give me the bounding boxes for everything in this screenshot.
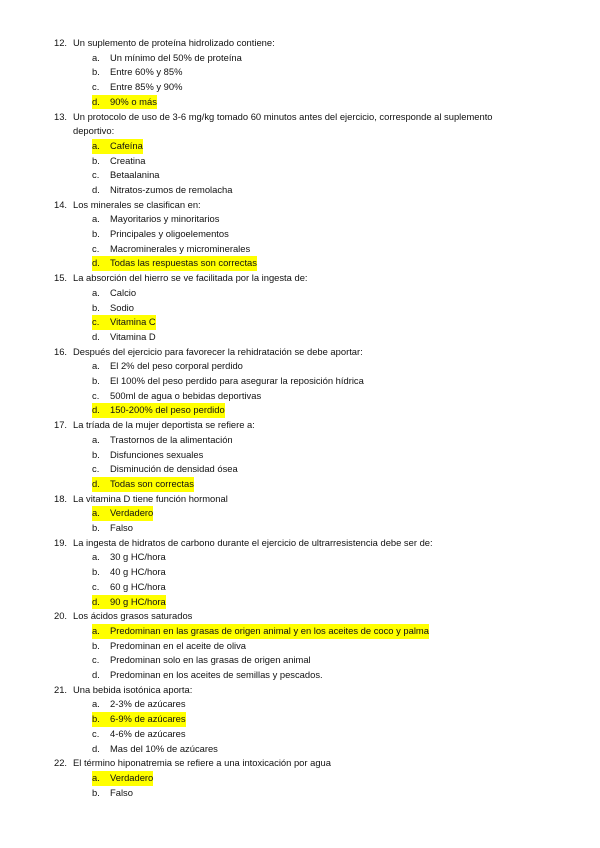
answer-option	[0, 786, 600, 801]
answer-option	[0, 580, 600, 595]
answer-option-highlighted	[0, 506, 600, 521]
option-letter: d.	[92, 183, 100, 195]
option-letter: a.	[92, 771, 111, 786]
option-letter: a.	[92, 506, 111, 521]
answer-option-highlighted	[0, 315, 600, 330]
option-text: 500ml de agua o bebidas deportivas	[110, 389, 262, 401]
question-line	[0, 536, 600, 551]
option-letter: c.	[92, 242, 100, 254]
question-block	[0, 110, 600, 198]
question-line	[0, 683, 600, 698]
question-line	[0, 609, 600, 624]
question-text: deportivo:	[73, 125, 115, 137]
answer-option	[0, 51, 600, 66]
option-text: Vitamina C	[110, 315, 156, 330]
question-block	[0, 609, 600, 682]
question-line	[0, 756, 600, 771]
question-text: La ingesta de hidratos de carbono durante el ejercicio de ultrarresistencia debe ser de:	[73, 536, 433, 548]
option-letter: b.	[92, 639, 100, 651]
option-letter: c.	[92, 463, 100, 475]
question-block	[0, 271, 600, 344]
option-text: Disminución de densidad ósea	[110, 463, 238, 475]
option-letter: c.	[92, 315, 110, 330]
option-letter: b.	[92, 712, 111, 727]
option-text: 30 g HC/hora	[110, 551, 166, 563]
answer-option	[0, 242, 600, 257]
answer-option-highlighted	[0, 771, 600, 786]
option-text: 60 g HC/hora	[110, 580, 166, 592]
option-text: Mas del 10% de azúcares	[110, 742, 218, 754]
option-letter: a.	[92, 286, 100, 298]
option-letter: a.	[92, 624, 111, 639]
answer-option-highlighted	[0, 403, 600, 418]
answer-option	[0, 521, 600, 536]
option-letter: c.	[92, 654, 100, 666]
answer-option-highlighted	[0, 256, 600, 271]
option-letter: d.	[92, 595, 111, 610]
option-letter: d.	[92, 669, 100, 681]
option-letter: b.	[92, 566, 100, 578]
option-text: Sodio	[110, 301, 134, 313]
option-letter: a.	[92, 698, 100, 710]
option-letter: d.	[92, 477, 111, 492]
question-number: 17.	[54, 419, 68, 431]
question-number: 15.	[54, 272, 68, 284]
answer-option	[0, 212, 600, 227]
answer-option	[0, 330, 600, 345]
answer-option	[0, 668, 600, 683]
answer-option	[0, 639, 600, 654]
option-text: Predominan en el aceite de oliva	[110, 639, 247, 651]
option-text: El 2% del peso corporal perdido	[110, 360, 243, 372]
answer-option	[0, 462, 600, 477]
question-line	[0, 345, 600, 360]
option-text: 90 g HC/hora	[110, 595, 166, 610]
answer-option	[0, 80, 600, 95]
answer-option	[0, 359, 600, 374]
option-text: Todas las respuestas son correctas	[110, 256, 257, 271]
question-line-continuation	[0, 124, 600, 139]
answer-option-highlighted	[0, 95, 600, 110]
question-number: 13.	[54, 110, 68, 122]
option-text: Principales y oligoelementos	[110, 228, 229, 240]
question-number: 19.	[54, 536, 68, 548]
option-letter: b.	[92, 301, 100, 313]
option-text: El 100% del peso perdido para asegurar la reposición hídrica	[110, 375, 364, 387]
option-text: Falso	[110, 786, 133, 798]
option-letter: c.	[92, 81, 100, 93]
answer-option	[0, 433, 600, 448]
option-text: 6-9% de azúcares	[110, 712, 186, 727]
option-text: Falso	[110, 522, 133, 534]
option-letter: c.	[92, 727, 100, 739]
answer-option-highlighted	[0, 712, 600, 727]
option-text: 2-3% de azúcares	[110, 698, 186, 710]
option-text: Disfunciones sexuales	[110, 448, 204, 460]
option-text: Entre 60% y 85%	[110, 66, 183, 78]
answer-option	[0, 565, 600, 580]
question-text: Un protocolo de uso de 3-6 mg/kg tomado 60 minutos antes del ejercicio, corresponde al suplemento	[73, 110, 493, 122]
option-letter: d.	[92, 95, 111, 110]
question-block	[0, 492, 600, 536]
answer-option	[0, 65, 600, 80]
option-text: Predominan en las grasas de origen animal y en los aceites de coco y palma	[110, 624, 429, 639]
question-line	[0, 418, 600, 433]
answer-option-highlighted	[0, 139, 600, 154]
option-text: Verdadero	[110, 771, 153, 786]
question-number: 18.	[54, 492, 68, 504]
question-block	[0, 345, 600, 418]
answer-option	[0, 550, 600, 565]
question-text: Los minerales se clasifican en:	[73, 198, 201, 210]
question-block	[0, 536, 600, 609]
answer-option	[0, 389, 600, 404]
option-text: Cafeína	[110, 139, 143, 154]
option-text: Creatina	[110, 154, 146, 166]
question-text: La vitamina D tiene función hormonal	[73, 492, 228, 504]
option-text: 90% o más	[110, 95, 157, 110]
option-letter: d.	[92, 256, 111, 271]
option-letter: b.	[92, 786, 100, 798]
answer-option	[0, 742, 600, 757]
option-text: Vitamina D	[110, 330, 156, 342]
question-block	[0, 756, 600, 800]
option-letter: b.	[92, 228, 100, 240]
answer-option-highlighted	[0, 624, 600, 639]
option-letter: c.	[92, 169, 100, 181]
answer-option-highlighted	[0, 595, 600, 610]
answer-option	[0, 301, 600, 316]
answer-option-highlighted	[0, 477, 600, 492]
question-line	[0, 110, 600, 125]
question-number: 16.	[54, 345, 68, 357]
option-text: Entre 85% y 90%	[110, 81, 183, 93]
answer-option	[0, 286, 600, 301]
answer-option	[0, 653, 600, 668]
option-text: Nitratos-zumos de remolacha	[110, 183, 233, 195]
question-text: Un suplemento de proteína hidrolizado contiene:	[73, 37, 275, 48]
option-letter: b.	[92, 522, 100, 534]
question-number: 12.	[54, 37, 68, 48]
option-letter: d.	[92, 403, 111, 418]
option-text: Verdadero	[110, 506, 153, 521]
option-letter: a.	[92, 139, 111, 154]
question-text: Una bebida isotónica aporta:	[73, 683, 193, 695]
question-text: Los ácidos grasos saturados	[73, 610, 193, 622]
question-text: Después del ejercicio para favorecer la rehidratación se debe aportar:	[73, 345, 363, 357]
option-text: Predominan en los aceites de semillas y pescados.	[110, 669, 323, 681]
answer-option	[0, 154, 600, 169]
option-letter: b.	[92, 448, 100, 460]
option-letter: a.	[92, 433, 100, 445]
question-number: 14.	[54, 198, 68, 210]
option-letter: a.	[92, 551, 100, 563]
option-text: 40 g HC/hora	[110, 566, 166, 578]
option-letter: b.	[92, 154, 100, 166]
question-number: 20.	[54, 610, 68, 622]
option-text: Calcio	[110, 286, 137, 298]
option-text: Predominan solo en las grasas de origen animal	[110, 654, 311, 666]
option-letter: a.	[92, 360, 100, 372]
question-line	[0, 36, 600, 51]
question-line	[0, 198, 600, 213]
question-number: 22.	[54, 757, 68, 769]
option-text: Mayoritarios y minoritarios	[110, 213, 220, 225]
option-text: Macrominerales y microminerales	[110, 242, 251, 254]
option-letter: a.	[92, 213, 100, 225]
option-letter: c.	[92, 389, 100, 401]
question-line	[0, 271, 600, 286]
answer-option	[0, 727, 600, 742]
option-letter: b.	[92, 375, 100, 387]
option-letter: d.	[92, 742, 100, 754]
option-letter: d.	[92, 330, 100, 342]
answer-option	[0, 183, 600, 198]
question-text: La tríada de la mujer deportista se refiere a:	[73, 419, 255, 431]
answer-option	[0, 448, 600, 463]
option-letter: a.	[92, 51, 100, 63]
question-text: El término hiponatremia se refiere a una intoxicación por agua	[73, 757, 331, 769]
question-number: 21.	[54, 683, 68, 695]
question-line	[0, 492, 600, 507]
answer-option	[0, 168, 600, 183]
answer-option	[0, 227, 600, 242]
option-text: Betaalanina	[110, 169, 160, 181]
option-text: Un mínimo del 50% de proteína	[110, 51, 242, 63]
question-block	[0, 36, 600, 109]
option-letter: b.	[92, 66, 100, 78]
answer-option	[0, 374, 600, 389]
question-text: La absorción del hierro se ve facilitada por la ingesta de:	[73, 272, 308, 284]
option-letter: c.	[92, 580, 100, 592]
option-text: Trastornos de la alimentación	[110, 433, 233, 445]
option-text: Todas son correctas	[110, 477, 194, 492]
option-text: 4-6% de azúcares	[110, 727, 186, 739]
option-text: 150-200% del peso perdido	[110, 403, 225, 418]
question-block	[0, 418, 600, 491]
question-block	[0, 683, 600, 756]
question-block	[0, 198, 600, 271]
answer-option	[0, 697, 600, 712]
